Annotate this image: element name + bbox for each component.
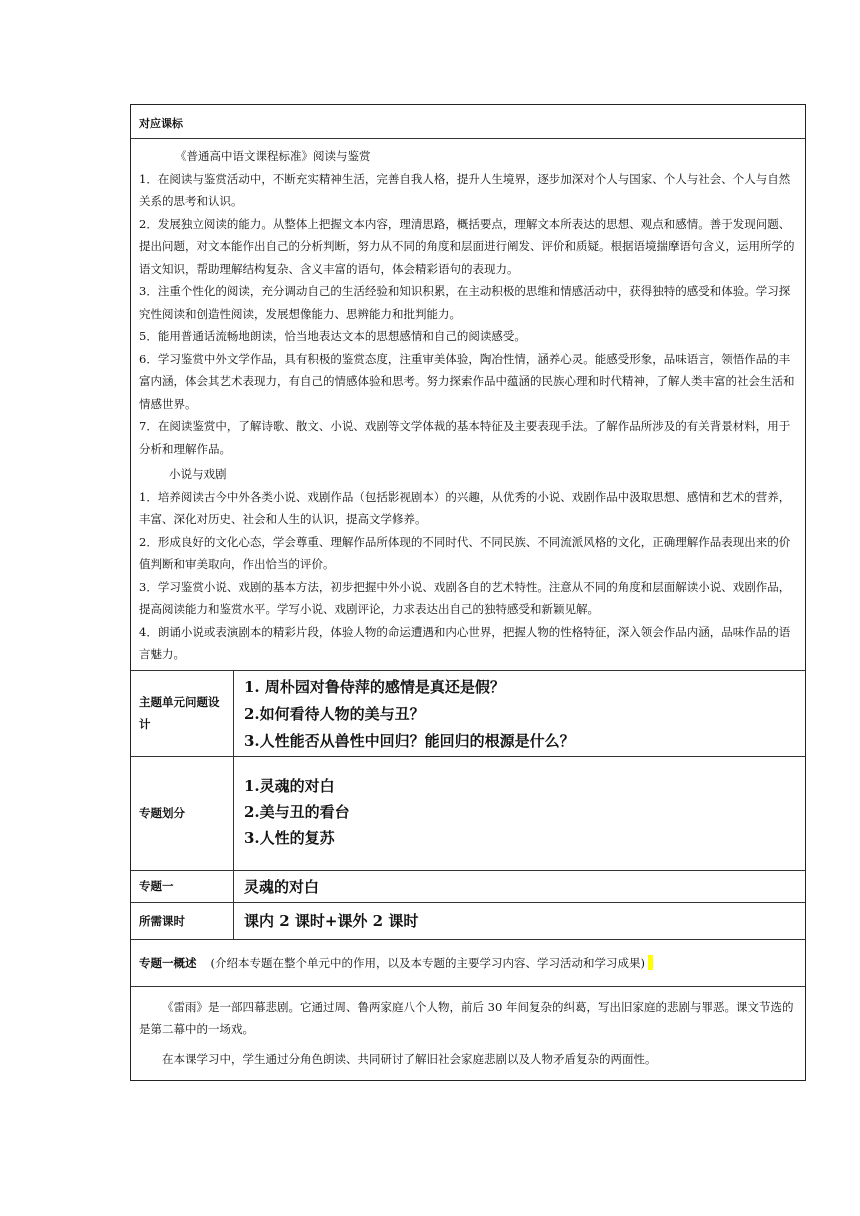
question-item: 2.如何看待人物的美与丑？ — [244, 704, 425, 723]
standard-item: 6．学习鉴赏中外文学作品，具有积极的鉴赏态度，注重审美体验，陶冶性情，涵养心灵。能感受形象，品味语言，领悟作品的丰富内涵，体会其艺术表现力，有自己的情感体验和思考。努力探索作品中蕴涵的民族心理和时代精神，了解人类丰富的社会生活和情感世界。 — [139, 351, 795, 411]
text-highlight-mark — [648, 955, 653, 970]
standard-item: 5．能用普通话流畅地朗读，恰当地表达文本的思想感情和自己的阅读感受。 — [139, 329, 526, 343]
standard-item: 2．发展独立阅读的能力。从整体上把握文本内容，理清思路，概括要点，理解文本所表达的思想、观点和感情。善于发现问题、提出问题，对文本能作出自己的分析判断，努力从不同的角度和层面进行阐发、评价和质疑。根据语境揣摩语句含义，运用所学的语文知识，帮助理解结构复杂、含义丰富的语句，体会精彩语句的表现力。 — [139, 216, 795, 276]
standard-item: 2．形成良好的文化心态，学会尊重、理解作品所体现的不同时代、不同民族、不同流派风格的文化，正确理解作品表现出来的价值判断和审美取向，作出恰当的评价。 — [139, 534, 791, 571]
class-hours-value: 课内 2 课时+课外 2 课时 — [244, 911, 419, 930]
topic-one-label: 专题一 — [131, 871, 234, 902]
standards-heading-reading: 《普通高中语文课程标准》阅读与鉴赏 — [175, 149, 371, 163]
class-hours-row — [131, 902, 805, 939]
unit-questions-list — [234, 671, 805, 756]
class-hours-label: 所需课时 — [131, 903, 234, 939]
topic-item: 3.人性的复苏 — [244, 828, 335, 847]
topic-division-list — [234, 757, 805, 870]
topic-item: 1.灵魂的对白 — [244, 776, 335, 795]
standard-item: 3．学习鉴赏小说、戏剧的基本方法，初步把握中外小说、戏剧各自的艺术特性。注意从不同的角度和层面解读小说、戏剧作品，提高阅读能力和鉴赏水平。学写小说、戏剧评论，力求表达出自己的独特感受和新颖见解。 — [139, 579, 791, 616]
standard-item: 3．注重个性化的阅读，充分调动自己的生活经验和知识积累，在主动积极的思维和情感活动中，获得独特的感受和体验。学习探究性阅读和创造性阅读，发展想像能力、思辨能力和批判能力。 — [139, 284, 791, 321]
summary-paragraph: 在本课学习中，学生通过分角色朗读、共同研讨了解旧社会家庭悲剧以及人物矛盾复杂的两面性。 — [162, 1051, 657, 1066]
topic-overview-note: (介绍本专题在整个单元中的作用，以及本专题的主要学习内容、学习活动和学习成果) — [210, 955, 645, 970]
topic-overview-label: 专题一概述 — [139, 955, 197, 970]
standard-item: 1．在阅读与鉴赏活动中，不断充实精神生活，完善自我人格，提升人生境界，逐步加深对个人与国家、个人与社会、个人与自然关系的思考和认识。 — [139, 171, 791, 208]
standard-item: 1．培养阅读古今中外各类小说、戏剧作品（包括影视剧本）的兴趣，从优秀的小说、戏剧作品中汲取思想、感情和艺术的营养，丰富、深化对历史、社会和人生的认识，提高文学修养。 — [139, 489, 791, 526]
standards-header: 对应课标 — [139, 117, 183, 130]
summary-paragraph: 《雷雨》是一部四幕悲剧。它通过周、鲁两家庭八个人物，前后 30 年间复杂的纠葛，写出旧家庭的悲剧与罪恶。课文节选的是第二幕中的一场戏。 — [139, 999, 794, 1036]
topic-summary — [131, 986, 805, 1080]
topic-overview-row — [131, 939, 805, 986]
unit-questions-label: 主题单元问题设计 — [131, 671, 234, 756]
standard-item: 7．在阅读鉴赏中，了解诗歌、散文、小说、戏剧等文学体裁的基本特征及主要表现手法。了解作品所涉及的有关背景材料，用于分析和理解作品。 — [139, 419, 791, 456]
question-item: 1. 周朴园对鲁侍萍的感情是真还是假？ — [244, 677, 505, 696]
topic-one-value: 灵魂的对白 — [244, 877, 320, 896]
curriculum-standards — [131, 138, 805, 670]
standards-heading-fiction-drama: 小说与戏剧 — [169, 467, 227, 481]
unit-questions-row — [131, 670, 805, 756]
topic-division-row — [131, 756, 805, 870]
topic-one-row — [131, 870, 805, 902]
question-item: 3.人性能否从兽性中回归？能回归的根源是什么？ — [244, 731, 575, 750]
topic-item: 2.美与丑的看台 — [244, 802, 350, 821]
topic-division-label: 专题划分 — [131, 757, 234, 870]
standard-item: 4．朗诵小说或表演剧本的精彩片段，体验人物的命运遭遇和内心世界，把握人物的性格特征，深入领会作品内涵，品味作品的语言魅力。 — [139, 624, 791, 661]
lesson-plan-table — [130, 104, 806, 1081]
